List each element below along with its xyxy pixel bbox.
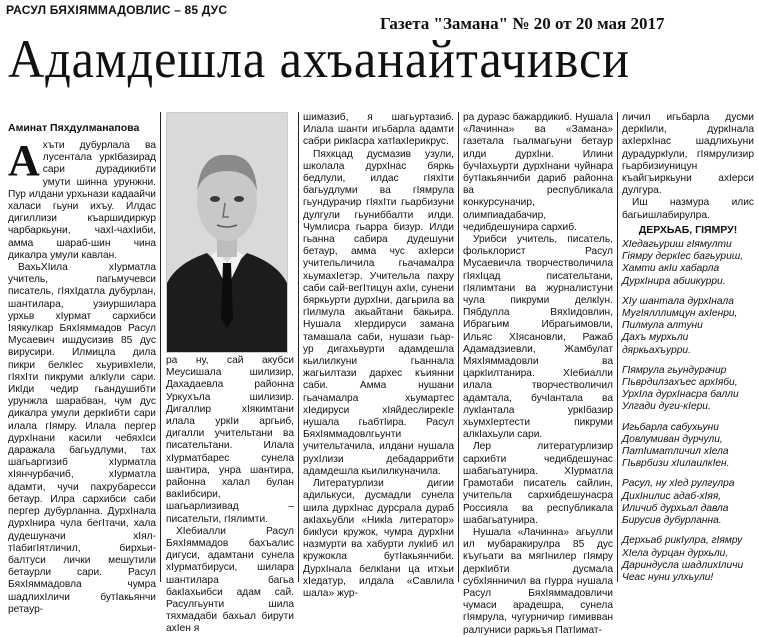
portrait-illustration	[167, 113, 287, 352]
paragraph: Иш назмура илис багьишлабирулра.	[622, 197, 754, 221]
column-rule	[617, 112, 618, 582]
poem-line: Дерхьаб рикIулра, гIямру	[622, 535, 743, 547]
poem-line: ДихIнилис адаб-хIяя,	[622, 490, 722, 502]
poem-line: Улгади дуги-кIери.	[622, 401, 711, 413]
poem-stanza	[622, 422, 754, 471]
paragraph: ВахьХIила хIурматла учитель, пагьмучевси писатель, гIяхIдатла дубурлан, шантилара, узиуршилара урхьв хIурмат сархибси Iяякулкар БяхIяммадов Расул Мусаевич ишдусизив 85 дус вирусири. Илмицла дила пикри белкIес хьуривхIели, гIяхIти пикруми алкIули сари. ИкIди чедир гьандушибти урунжла шарабван, чум дус дикалра умули деркIибти сари илала гIямру. Илала пергер дурхIнани касили чебяхIси даражала багьудлуми, тах шагьаргизиб хIурматла хIянчурбачиб, хIурматла адамти, чучи пахрубаресси бетаур. Илра сархибси саби пергер дубурланна. ДурхIнала дурхIнира чула бегIтачи, хала дудешуначи хIял-тIабигIятличил, бирхьи-балтуси лички мешутили бетаурли сари. Расул БяхIяммадовла чумра шадлихIличи бутIакьянчи ретаур-	[8, 262, 156, 615]
poem	[622, 239, 754, 584]
poem-stanza	[622, 365, 754, 414]
poem-line: ГIьврдилзахъес архIяби,	[622, 377, 738, 389]
issue-line: Газета "Замана" № 20 от 20 мая 2017	[380, 14, 665, 33]
poem-line: Гiямру деркIес багьуриш,	[622, 251, 744, 263]
author-byline: Аминат Пяхдулманапова	[8, 122, 140, 134]
poem-line: Хамти акIи хабарла	[622, 263, 720, 275]
paragraph: Лер литературлизир сархибти чедибдешунас шабагьатунира. ХIурматла Грамотаби писатель сайлин, учительла сархибдешунасра Россияла ва республикала шабагьатунира.	[463, 441, 613, 526]
series-tag: РАСУЛ БЯХIЯММАДОВЛИС – 85 ДУС	[6, 3, 228, 17]
poem-line: ХIедагьуриш гIямулти	[622, 239, 732, 251]
poem-stanza	[622, 478, 754, 527]
column-rule	[160, 112, 161, 582]
paragraph: ХIебиалли Расул БяхIяммадов бахъалис дигуси, адамтани сунела хIурматбируси, шилара шантилара багьа бакIахьибси адам сай. Расулгьунти шила тяхмадаби бахьал бирути ахIен я	[166, 525, 294, 635]
poem-line: УрхIла дурхIнасра балли	[622, 389, 739, 401]
poem-title: ДЕРХЬАБ, ГIЯМРУ!	[638, 223, 738, 236]
poem-stanza	[622, 296, 754, 357]
poem-line: Дахъ мурхьли дяркьахъурри.	[622, 332, 691, 356]
poem-line: Дариндусла шадлихIличи	[622, 559, 744, 571]
article-column-5	[622, 112, 754, 584]
drop-cap: А	[8, 136, 40, 185]
portrait-photo	[166, 112, 288, 353]
article-column-4	[463, 112, 613, 636]
column-rule	[458, 112, 459, 582]
poem-line: ХIела дурцан дурхьли,	[622, 547, 729, 559]
poem-line: Пилмула алтуни	[622, 320, 703, 332]
poem-line: Чеас нуни улхьули!	[622, 571, 714, 583]
article-column-2	[166, 355, 294, 635]
poem-line: ХIу шантала дурхIнала	[622, 295, 734, 307]
poem-line: ПатIиматличил хIела	[622, 446, 729, 458]
poem-stanza	[622, 239, 754, 288]
paragraph: ра ну, сай акубси Меусишала шилизир, Дахадаевла районна Уркухъла шилизир. Дигаллир хIякимтани илала уркIи аргьиб, дигалли учительтани ва писательтани. Илала хIурматбарес сунела шантира, унра шантира, районна халал булан вакIибсири, шагьарлизивад – писательти, гIялимти.	[166, 355, 294, 525]
poem-stanza	[622, 535, 754, 584]
poem-line: ГIямрула гьундурачир	[622, 364, 727, 376]
poem-line: МугIялллимцун ахIенри,	[622, 308, 738, 320]
poem-line: Довлумиван дурчули,	[622, 433, 723, 445]
lead-paragraph: Ахъти дубурлала ва лусентала уркIбазирад сари дурадикибти умути шинна урунжни. Пур илдани урхьнази кадаайчи халаси гьуни ихъу. Илдас дигиллизи къаршидиркур чарбаркьуни, чахI-чахIиби, амма шараб-шин чина дикалра умули кавлан.	[8, 136, 156, 261]
paragraph: Пяхкцад дусмазив узули, школала дурхIнас бяркь бедлули, илдас гIяхIти багьудлуми ва гIямрула гьундурачир гIяхIти гьарбизуни дулгули гьуниббалти илди. Чумлисра гьарра бизур. Илди гьанна сабира дудешуни бетаур, амма чус ахIерси учительличила гьачамалра хьумахIетэр. Учительла пахру саби сай-вегIтицун ахIи, сунени бяркьурти дурхIни, дагьрила ва гIилмула акьайтани бакьира. Нушала хIердируси замана тамашала саби, нушази гьар-ур дигахьвурти адамдешла кьилилкуни гьаннала жагьилтази дархес къиянни саби. Амма нушани гьачамалра хьумартес хIедируси хIяйдеслирекIе нушала гьабтIира. Расул БяхIяммадовлгьунти учительтачила, илдани нушала рухIлизи дебадаррибти адамдешла кьилилкуначила.	[303, 148, 454, 477]
paragraph: Литературлизи дигии адилькуси, дусмадли сунела шила дурхIнас дурсрала дураб акIахьубли «Никlа литератор» бикIуси кружок, чумра дурхIни назмурти ва хабурти лукIиб ил кружокла бутIакьянчиби. ДурхIнала белкIани ца итхьи хIедатур, илдала «Савлила шала» жур-	[303, 478, 454, 599]
paragraph: Нушала «Лачинна» агьулли ил мубаракирулра 85 дус къугьати ва мягIнилер гIямру деркIибти дусмала субхIянничил ва гIурра нушала Расул БяхIяммадовличи чумаси арадешра, сунела гIямрула, чугурничир гимивван ралгуниси раркьъя ПатIимат-	[463, 526, 613, 636]
column-rule	[298, 112, 299, 582]
paragraph: личил игьбарла дусми деркIили, дуркIнала ахIерхIнас шадлихьуни дурадуркIули, гIямрулизир гьарбизиуницун къайгъиркьуни ахIерси дулгура.	[622, 112, 754, 197]
poem-line: ГIьврбизи хIилаилкIен.	[622, 458, 730, 470]
article-column-1	[8, 136, 156, 615]
poem-line: ДурхIнира абиикурри.	[622, 275, 726, 287]
poem-line: Игьбарла сабухьуни	[622, 421, 719, 433]
poem-line: Иличиб дурхьал давла	[622, 502, 729, 514]
article-column-3	[303, 112, 454, 599]
headline: Адамдешла ахъанайтачивси	[8, 29, 630, 89]
poem-line: Бирусив дубурланна.	[622, 515, 722, 527]
poem-line: Расул, ну хIед рулгулра	[622, 478, 735, 490]
paragraph: Урибси учитель, писатель, фольклорист Расул Мусаевичла творчестволичила гIяхIцад писательтани, гIялимтани ва журналистуни чула пикруми делкIун. Пябдулла ВяхIидовлин, Ибрагьим Ибрагьимовли, Ильяс ХIясановли, Ражаб Адамадзиевли, Жамбулат МяхIяммадовли ва царкIилтанира. ХIебиалли илала творчестволичил адамтала, бучIантала ва лукIантала уркIбазир хьумхIертести пикруми алкIахьули сари.	[463, 234, 613, 441]
paragraph: ра дураэс бажардикиб. Нушала «Лачинна» ва «Замана» газетала гьалмагьуни бетаур илди дурхIни. Илини бучIахьурти дурхIнани чуйнара бутIакьянчиби дариб районна ва республикала конкурсуначир, олимпиадабачир, чедибдешунира сархиб.	[463, 112, 613, 233]
paragraph: шимазиб, я шагьуртазиб. Илала шанти игьбарла адамти сабри рикIасра хатIахIерикрус.	[303, 112, 454, 148]
